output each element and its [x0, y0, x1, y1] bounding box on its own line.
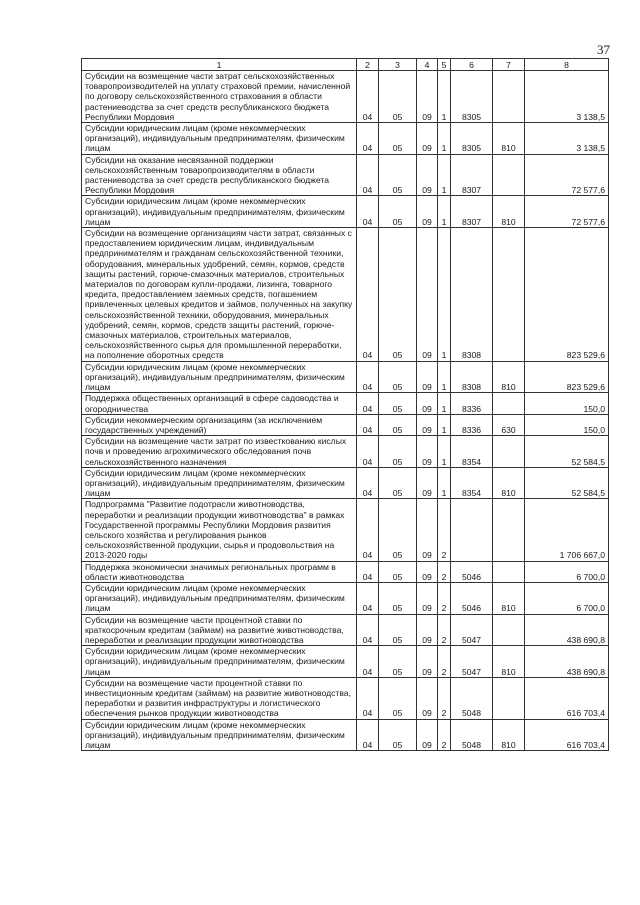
amount-cell: 438 690,8: [525, 614, 609, 646]
program-code-cell: 09: [417, 414, 438, 435]
subsection-code-cell: 05: [379, 646, 417, 678]
amount-cell: 823 529,6: [525, 228, 609, 362]
amount-cell: 52 584,5: [525, 467, 609, 499]
subprogram-code-cell: 1: [438, 154, 451, 196]
program-code-cell: 09: [417, 614, 438, 646]
subprogram-code-cell: 1: [438, 123, 451, 155]
target-code-cell: 5047: [451, 614, 493, 646]
row-name-cell: Субсидии юридическим лицам (кроме некоммерческих организаций), индивидуальным предпринимателям, физическим лицам: [82, 123, 357, 155]
target-code-cell: 8354: [451, 467, 493, 499]
section-code-cell: 04: [357, 414, 379, 435]
target-code-cell: 5048: [451, 677, 493, 719]
program-code-cell: 09: [417, 677, 438, 719]
subsection-code-cell: 05: [379, 499, 417, 561]
row-name-cell: Субсидии юридическим лицам (кроме некоммерческих организаций), индивидуальным предпринимателям, физическим лицам: [82, 361, 357, 393]
target-code-cell: 8354: [451, 436, 493, 468]
program-code-cell: 09: [417, 499, 438, 561]
section-code-cell: 04: [357, 196, 379, 228]
section-code-cell: 04: [357, 154, 379, 196]
subprogram-code-cell: 2: [438, 719, 451, 751]
row-name-cell: Субсидии на оказание несвязанной поддержки сельскохозяйственным товаропроизводителям в области растениеводства за счет средств республиканского бюджета Республики Мордовия: [82, 154, 357, 196]
expense-type-cell: 810: [493, 196, 525, 228]
section-code-cell: 04: [357, 646, 379, 678]
subsection-code-cell: 05: [379, 614, 417, 646]
expense-type-cell: [493, 677, 525, 719]
target-code-cell: [451, 499, 493, 561]
expense-type-cell: 810: [493, 467, 525, 499]
column-header: 5: [438, 59, 451, 71]
section-code-cell: 04: [357, 393, 379, 414]
row-name-cell: Субсидии юридическим лицам (кроме некоммерческих организаций), индивидуальным предпринимателям, физическим лицам: [82, 646, 357, 678]
row-name-cell: Субсидии юридическим лицам (кроме некоммерческих организаций), индивидуальным предпринимателям, физическим лицам: [82, 582, 357, 614]
table-row: [82, 361, 609, 393]
table-row: [82, 436, 609, 468]
target-code-cell: 8336: [451, 414, 493, 435]
table-row: [82, 719, 609, 751]
target-code-cell: 5046: [451, 561, 493, 582]
target-code-cell: 8305: [451, 123, 493, 155]
target-code-cell: 8308: [451, 361, 493, 393]
table-header-row: [82, 59, 609, 71]
subsection-code-cell: 05: [379, 393, 417, 414]
program-code-cell: 09: [417, 71, 438, 123]
row-name-cell: Поддержка общественных организаций в сфере садоводства и огородничества: [82, 393, 357, 414]
expense-type-cell: [493, 228, 525, 362]
section-code-cell: 04: [357, 71, 379, 123]
section-code-cell: 04: [357, 719, 379, 751]
table-row: [82, 123, 609, 155]
target-code-cell: 5046: [451, 582, 493, 614]
table-row: [82, 614, 609, 646]
section-code-cell: 04: [357, 499, 379, 561]
subprogram-code-cell: 1: [438, 414, 451, 435]
table-row: [82, 228, 609, 362]
section-code-cell: 04: [357, 228, 379, 362]
amount-cell: 1 706 667,0: [525, 499, 609, 561]
subprogram-code-cell: 1: [438, 467, 451, 499]
column-header: 3: [379, 59, 417, 71]
program-code-cell: 09: [417, 196, 438, 228]
column-header: 8: [525, 59, 609, 71]
section-code-cell: 04: [357, 123, 379, 155]
subprogram-code-cell: 2: [438, 614, 451, 646]
subsection-code-cell: 05: [379, 719, 417, 751]
program-code-cell: 09: [417, 123, 438, 155]
program-code-cell: 09: [417, 719, 438, 751]
program-code-cell: 09: [417, 393, 438, 414]
program-code-cell: 09: [417, 154, 438, 196]
expense-type-cell: [493, 614, 525, 646]
program-code-cell: 09: [417, 361, 438, 393]
program-code-cell: 09: [417, 561, 438, 582]
page-number: 37: [597, 42, 610, 57]
table-row: [82, 582, 609, 614]
row-name-cell: Субсидии некоммерческим организациям (за исключением государственных учреждений): [82, 414, 357, 435]
budget-table: [81, 58, 609, 751]
row-name-cell: Поддержка экономически значимых региональных программ в области животноводства: [82, 561, 357, 582]
target-code-cell: 5047: [451, 646, 493, 678]
amount-cell: 72 577,6: [525, 196, 609, 228]
target-code-cell: 8307: [451, 154, 493, 196]
subsection-code-cell: 05: [379, 361, 417, 393]
subsection-code-cell: 05: [379, 561, 417, 582]
expense-type-cell: 810: [493, 719, 525, 751]
subsection-code-cell: 05: [379, 436, 417, 468]
amount-cell: 616 703,4: [525, 719, 609, 751]
subprogram-code-cell: 2: [438, 677, 451, 719]
subprogram-code-cell: 1: [438, 361, 451, 393]
table-row: [82, 646, 609, 678]
subsection-code-cell: 05: [379, 582, 417, 614]
amount-cell: 3 138,5: [525, 123, 609, 155]
table-row: [82, 71, 609, 123]
row-name-cell: Субсидии юридическим лицам (кроме некоммерческих организаций), индивидуальным предпринимателям, физическим лицам: [82, 467, 357, 499]
subsection-code-cell: 05: [379, 196, 417, 228]
row-name-cell: Субсидии на возмещение организациям части затрат, связанных с предоставлением юридическим лицам, индивидуальным предпринимателям и гражданам сельскохозяйственной техники, оборудования, минеральных удобрений, семян, кормов, средств защиты растений, горюче-смазочных материалов, строительных материалов по договорам купли-продажи, лизинга, товарного кредита, предоставлением заемных средств, погашением привлеченных целевых кредитов и займов, полученных на закупку сельскохозяйственной техники, оборудования, минеральных удобрений, семян, кормов, средств защиты растений, горюче-смазочных материалов, строительных материалов, сельскохозяйственного сырья для промышленной переработки, на пополнение оборотных средств: [82, 228, 357, 362]
row-name-cell: Субсидии на возмещение части затрат по известкованию кислых почв и проведению агрохимического обследования почв сельскохозяйственного назначения: [82, 436, 357, 468]
expense-type-cell: [493, 71, 525, 123]
amount-cell: 52 584,5: [525, 436, 609, 468]
subsection-code-cell: 05: [379, 414, 417, 435]
subprogram-code-cell: 2: [438, 561, 451, 582]
amount-cell: 616 703,4: [525, 677, 609, 719]
section-code-cell: 04: [357, 614, 379, 646]
target-code-cell: 8307: [451, 196, 493, 228]
amount-cell: 3 138,5: [525, 71, 609, 123]
expense-type-cell: [493, 393, 525, 414]
column-header: 4: [417, 59, 438, 71]
target-code-cell: 8308: [451, 228, 493, 362]
section-code-cell: 04: [357, 677, 379, 719]
subprogram-code-cell: 2: [438, 499, 451, 561]
row-name-cell: Подпрограмма "Развитие подотрасли животноводства, переработки и реализации продукции животноводства" в рамках Государственной программы Республики Мордовия развития сельского хозяйства и регулирования рынков сельскохозяйственной продукции, сырья и продовольствия на 2013-2020 годы: [82, 499, 357, 561]
column-header: 2: [357, 59, 379, 71]
table-row: [82, 499, 609, 561]
target-code-cell: 8336: [451, 393, 493, 414]
expense-type-cell: [493, 499, 525, 561]
program-code-cell: 09: [417, 646, 438, 678]
expense-type-cell: 810: [493, 123, 525, 155]
subsection-code-cell: 05: [379, 123, 417, 155]
subprogram-code-cell: 1: [438, 436, 451, 468]
subprogram-code-cell: 1: [438, 228, 451, 362]
table-body: [82, 71, 609, 751]
table-row: [82, 677, 609, 719]
row-name-cell: Субсидии на возмещение части процентной ставки по инвестиционным кредитам (займам) на развитие животноводства, переработки и развития инфраструктуры и логистического обеспечения рынков продукции животноводства: [82, 677, 357, 719]
subsection-code-cell: 05: [379, 71, 417, 123]
row-name-cell: Субсидии на возмещение части затрат сельскохозяйственных товаропроизводителей на уплату страховой премии, начисленной по договору сельскохозяйственного страхования в области растениеводства за счет средств республиканского бюджета Республики Мордовия: [82, 71, 357, 123]
subprogram-code-cell: 2: [438, 646, 451, 678]
table-row: [82, 561, 609, 582]
amount-cell: 150,0: [525, 414, 609, 435]
subprogram-code-cell: 2: [438, 582, 451, 614]
table-row: [82, 393, 609, 414]
subsection-code-cell: 05: [379, 154, 417, 196]
amount-cell: 72 577,6: [525, 154, 609, 196]
amount-cell: 6 700,0: [525, 582, 609, 614]
table-row: [82, 467, 609, 499]
subsection-code-cell: 05: [379, 467, 417, 499]
subprogram-code-cell: 1: [438, 71, 451, 123]
section-code-cell: 04: [357, 361, 379, 393]
expense-type-cell: [493, 154, 525, 196]
amount-cell: 438 690,8: [525, 646, 609, 678]
program-code-cell: 09: [417, 228, 438, 362]
expense-type-cell: 810: [493, 361, 525, 393]
column-header: 7: [493, 59, 525, 71]
section-code-cell: 04: [357, 467, 379, 499]
expense-type-cell: 810: [493, 582, 525, 614]
row-name-cell: Субсидии юридическим лицам (кроме некоммерческих организаций), индивидуальным предпринимателям, физическим лицам: [82, 719, 357, 751]
target-code-cell: 5048: [451, 719, 493, 751]
subsection-code-cell: 05: [379, 677, 417, 719]
table-row: [82, 414, 609, 435]
amount-cell: 823 529,6: [525, 361, 609, 393]
target-code-cell: 8305: [451, 71, 493, 123]
table-row: [82, 196, 609, 228]
program-code-cell: 09: [417, 582, 438, 614]
table-row: [82, 154, 609, 196]
amount-cell: 6 700,0: [525, 561, 609, 582]
amount-cell: 150,0: [525, 393, 609, 414]
subprogram-code-cell: 1: [438, 393, 451, 414]
subprogram-code-cell: 1: [438, 196, 451, 228]
expense-type-cell: [493, 436, 525, 468]
section-code-cell: 04: [357, 582, 379, 614]
column-header: 1: [82, 59, 357, 71]
expense-type-cell: 810: [493, 646, 525, 678]
section-code-cell: 04: [357, 561, 379, 582]
program-code-cell: 09: [417, 436, 438, 468]
row-name-cell: Субсидии на возмещение части процентной ставки по краткосрочным кредитам (займам) на развитие животноводства, переработки и реализации продукции животноводства: [82, 614, 357, 646]
expense-type-cell: [493, 561, 525, 582]
program-code-cell: 09: [417, 467, 438, 499]
expense-type-cell: 630: [493, 414, 525, 435]
subsection-code-cell: 05: [379, 228, 417, 362]
column-header: 6: [451, 59, 493, 71]
row-name-cell: Субсидии юридическим лицам (кроме некоммерческих организаций), индивидуальным предпринимателям, физическим лицам: [82, 196, 357, 228]
section-code-cell: 04: [357, 436, 379, 468]
